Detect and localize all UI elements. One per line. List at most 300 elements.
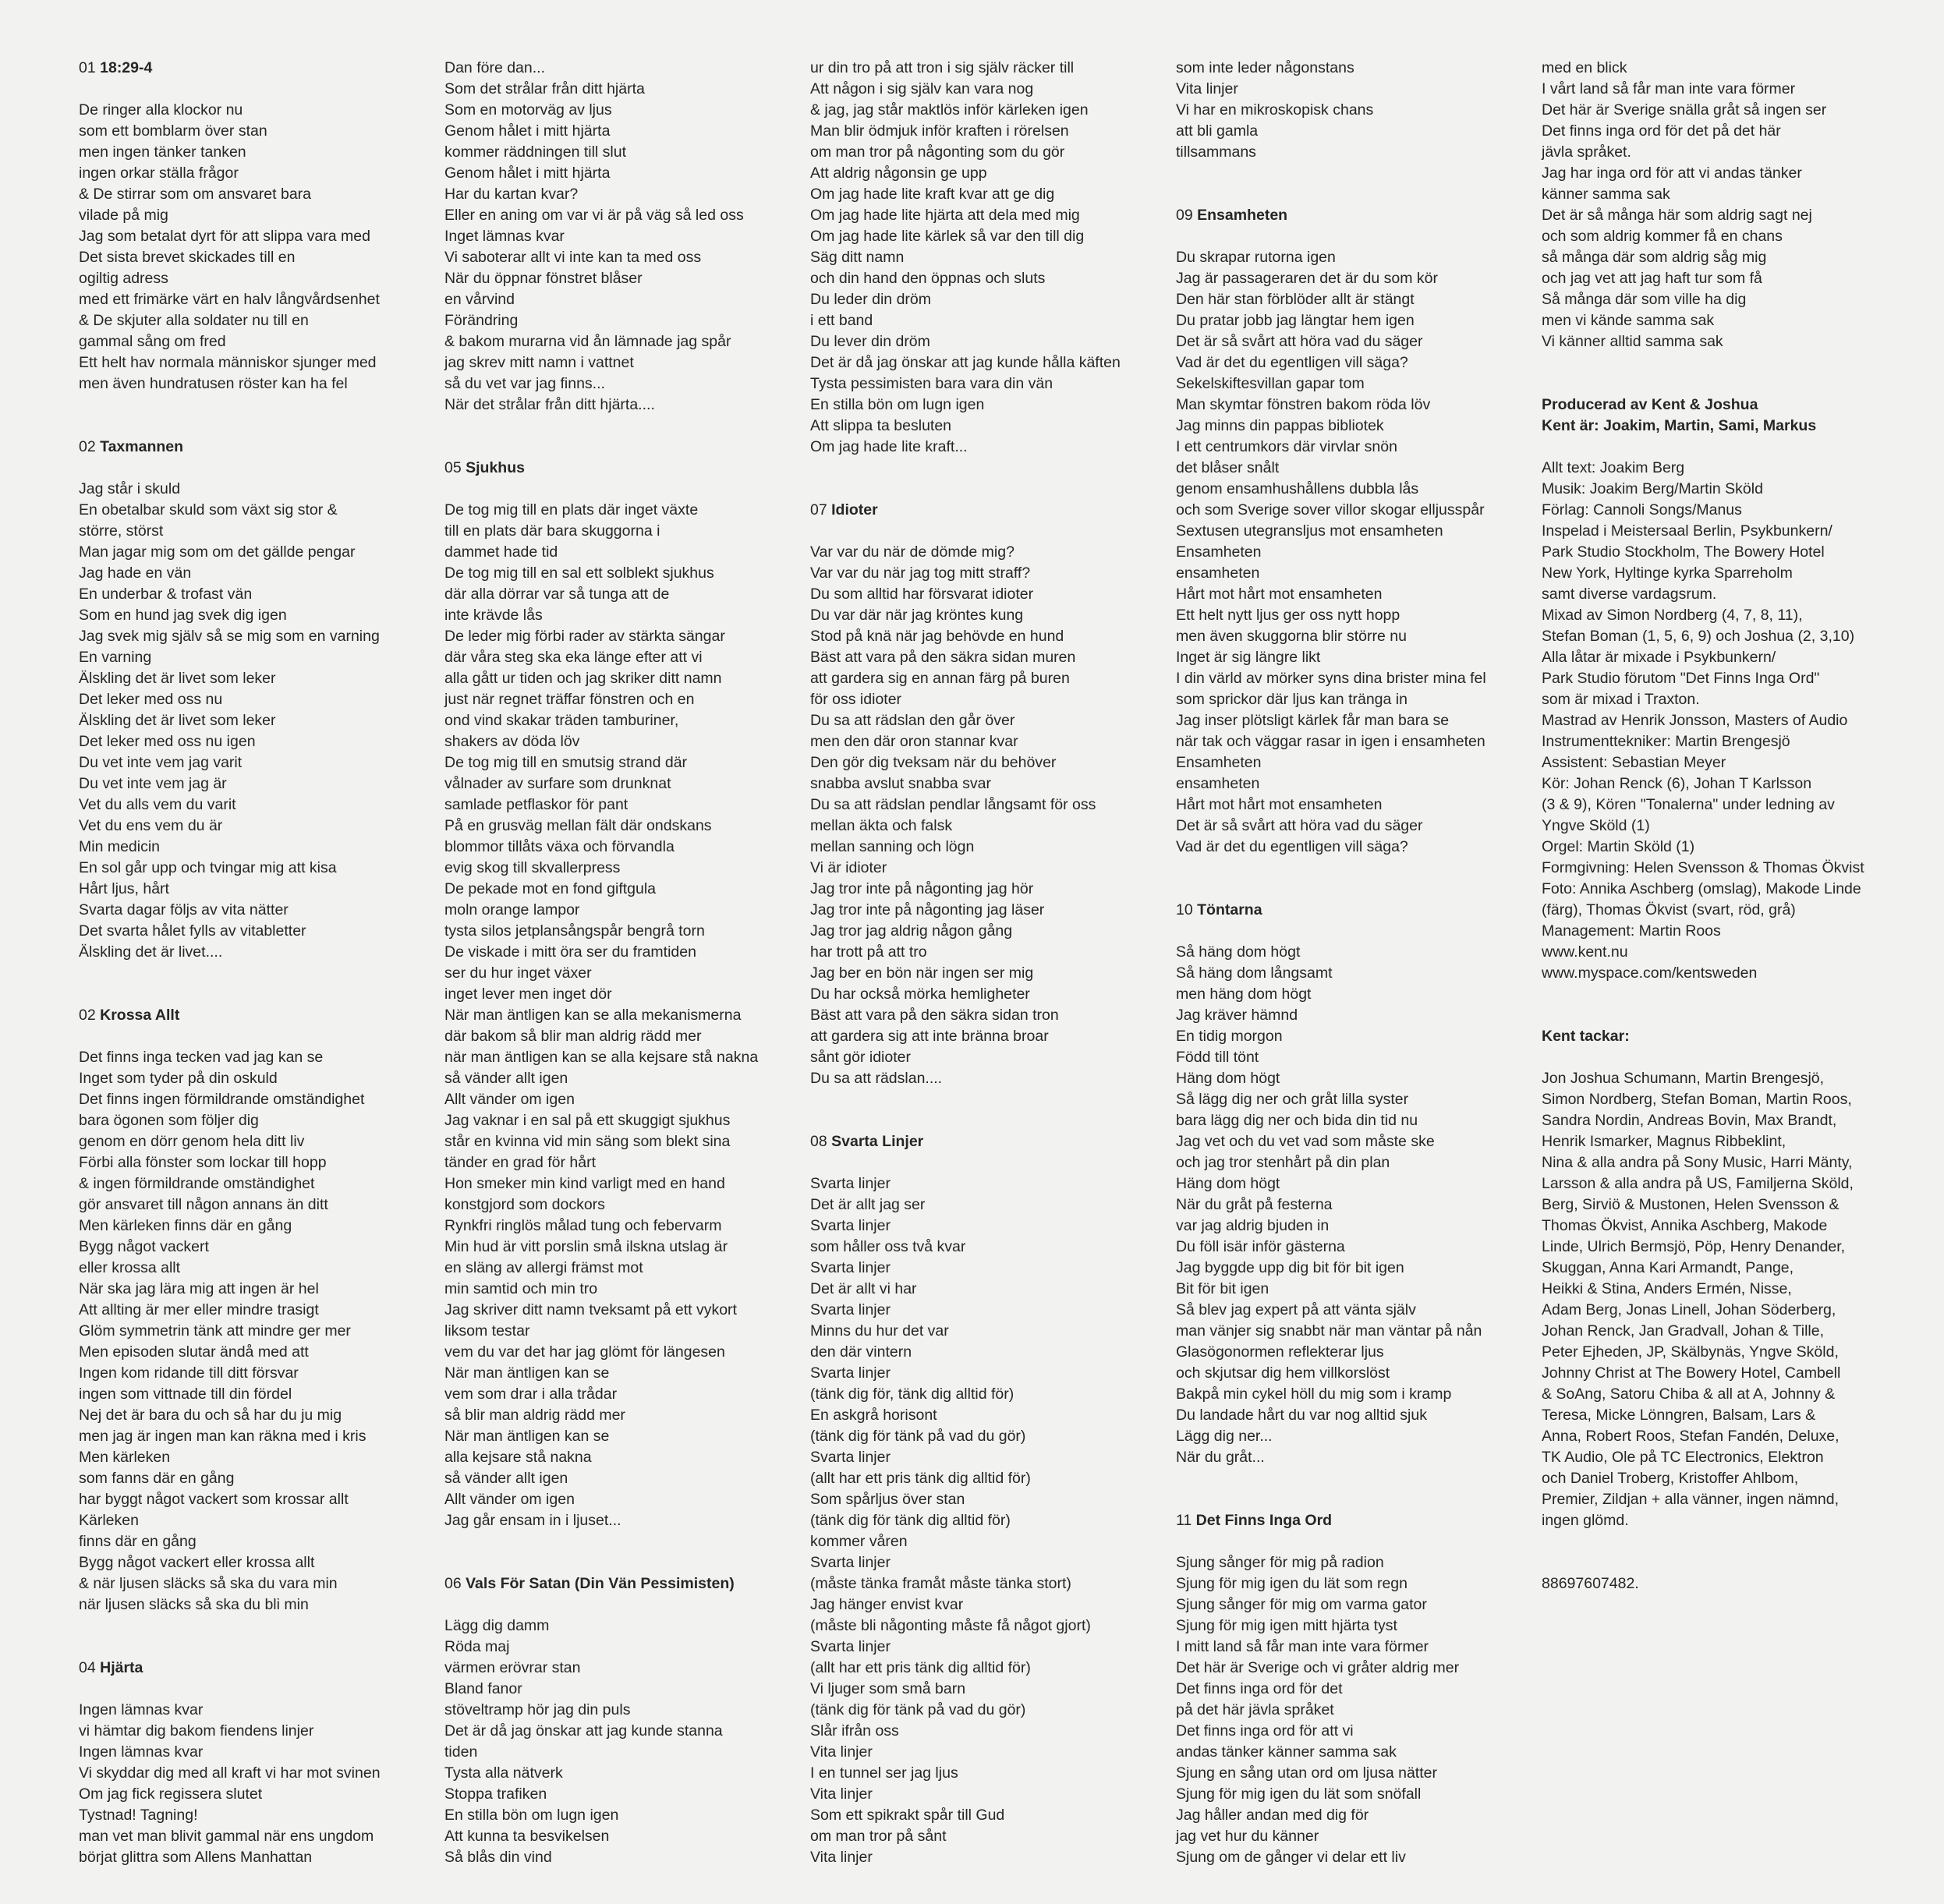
lyric-line: Jag vaknar i en sal på ett skuggigt sjukhus [444, 1112, 731, 1129]
lyric-line: som fanns där en gång [79, 1470, 235, 1487]
lyric-line: En underbar & trofast vän [79, 586, 253, 603]
lyric-line: Svarta linjer [810, 1449, 891, 1466]
lyric-line: där alla dörrar var så tunga att de [444, 586, 670, 603]
spacer [444, 479, 788, 500]
lyric-line: men häng dom högt [1176, 986, 1312, 1003]
lyric-line: eller krossa allt [79, 1259, 181, 1276]
lyric-line: Det finns inga ord för det [1176, 1680, 1343, 1697]
lyric-line: den där vintern [810, 1343, 912, 1361]
lyric-line: Det finns ingen förmildrande omständighet [79, 1091, 365, 1108]
lyric-line: Jag står i skuld [79, 480, 181, 497]
lyric-line: & ingen förmildrande omständighet [79, 1175, 315, 1192]
lyric-line: Det finns inga tecken vad jag kan se [79, 1049, 324, 1066]
lyric-line: Men episoden slutar ändå med att [79, 1343, 309, 1361]
lyric-line: Sjung sånger för mig på radion [1176, 1554, 1384, 1571]
lyric-line: Sjung för mig igen du lät som snöfall [1176, 1785, 1422, 1803]
song-title [810, 1131, 1153, 1152]
lyric-line: Jag svek mig själv så se mig som en varning [79, 628, 380, 645]
song-number: 05 [444, 459, 462, 476]
lyric-line: om man tror på någonting som du gör [810, 143, 1065, 161]
lyric-line: mellan äkta och falsk [810, 817, 953, 834]
lyric-line: så du vet var jag finns... [444, 375, 605, 392]
lyric-line: har byggt något vackert som krossar allt [79, 1491, 349, 1508]
song-name: 18:29-4 [100, 59, 153, 76]
lyric-line: jag vet hur du känner [1176, 1828, 1319, 1845]
lyric-line: Förändring [444, 312, 519, 329]
song-title [810, 500, 1153, 521]
lyric-line: just när regnet träffar fönstren och en [444, 691, 695, 708]
song-title [1176, 205, 1519, 226]
lyric-line: Det sista brevet skickades till en [79, 249, 296, 266]
lyric-line: Jag skriver ditt namn tveksamt på ett vykort [444, 1301, 737, 1318]
lyric-line: Svarta linjer [810, 1638, 891, 1655]
lyric-line: men jag är ingen man kan räkna med i kris [79, 1428, 366, 1445]
thanks-line: Jon Joshua Schumann, Martin Brengesjö, [1542, 1070, 1825, 1087]
spacer [444, 1594, 788, 1616]
song-number: 09 [1176, 207, 1193, 224]
thanks-line: Berg, Sirviö & Mustonen, Helen Svensson & [1542, 1196, 1840, 1213]
lyric-line: snabba avslut snabba svar [810, 775, 991, 792]
lyric-line: att bli gamla [1176, 122, 1259, 140]
spacer [1542, 984, 1885, 1026]
lyric-line: Älskling det är livet.... [79, 943, 223, 961]
lyric-line: & De skjuter alla soldater nu till en [79, 312, 309, 329]
credit-line: Formgivning: Helen Svensson & Thomas Ökvist [1542, 859, 1864, 876]
lyric-line: tiden [444, 1743, 478, 1761]
lyric-line: Bakpå min cykel höll du mig som i kramp [1176, 1386, 1452, 1403]
spacer [444, 416, 788, 458]
lyric-line: ogiltig adress [79, 270, 168, 287]
thanks-line: Skuggan, Anna Kari Armandt, Pange, [1542, 1259, 1794, 1276]
lyric-line: Så häng dom långsamt [1176, 964, 1333, 982]
lyric-line: De tog mig till en sal ett solblekt sjukhus [444, 564, 714, 582]
credit-line: Foto: Annika Aschberg (omslag), Makode Linde [1542, 880, 1861, 897]
lyric-line: (måste tänka framåt måste tänka stort) [810, 1575, 1071, 1592]
lyric-line: Genom hålet i mitt hjärta [444, 122, 611, 140]
lyric-line: Du sa att rädslan pendlar långsamt för oss [810, 796, 1096, 813]
lyric-line: En obetalbar skuld som växt sig stor & [79, 501, 338, 518]
lyric-line: Sjung om de gånger vi delar ett liv [1176, 1849, 1406, 1866]
lyric-line: Röda maj [444, 1638, 510, 1655]
lyric-line: Du landade hårt du var nog alltid sjuk [1176, 1407, 1427, 1424]
lyric-line: I mitt land så får man inte vara förmer [1176, 1638, 1429, 1655]
lyric-line: Älskling det är livet som leker [79, 712, 276, 729]
lyric-line: Ensamheten [1176, 754, 1262, 771]
lyric-line: Det är då jag önskar att jag kunde stanna [444, 1722, 723, 1739]
song-name: Töntarna [1197, 901, 1262, 918]
lyric-line: De pekade mot en fond giftgula [444, 880, 657, 897]
lyric-line: Du leder din dröm [810, 291, 931, 308]
lyric-line: men ingen tänker tanken [79, 143, 246, 161]
lyric-line: Man blir ödmjuk inför kraften i rörelsen [810, 122, 1069, 140]
column-3 [810, 58, 1153, 1868]
lyric-line: Att kunna ta besvikelsen [444, 1828, 610, 1845]
song-number: 10 [1176, 901, 1193, 918]
lyric-line: vålnader av surfare som drunknat [444, 775, 671, 792]
lyric-line: Ensamheten [1176, 543, 1262, 561]
lyric-line: man vänjer sig snabbt när man väntar på nån [1176, 1322, 1482, 1340]
lyric-line: min samtid och min tro [444, 1280, 598, 1297]
lyric-line: (måste bli någonting måste få något gjort) [810, 1617, 1091, 1634]
lyric-line: Man skymtar fönstren bakom röda löv [1176, 396, 1431, 413]
lyric-line: Hon smeker min kind varligt med en hand [444, 1175, 725, 1192]
lyric-line: evig skog till skvallerpress [444, 859, 621, 876]
credit-line: www.myspace.com/kentsweden [1542, 964, 1758, 982]
song-title [79, 58, 422, 79]
lyric-line: Det finns inga ord för att vi [1176, 1722, 1354, 1739]
lyric-line: jag skrev mitt namn i vattnet [444, 354, 634, 371]
lyric-line: Så blås din vind [444, 1849, 552, 1866]
lyric-line: Du pratar jobb jag längtar hem igen [1176, 312, 1415, 329]
credit-line: (3 & 9), Kören "Tonalerna" under ledning av [1542, 796, 1835, 813]
lyric-line: Vi har en mikroskopisk chans [1176, 101, 1374, 119]
spacer [79, 1026, 422, 1047]
lyric-line: Stod på knä när jag behövde en hund [810, 628, 1064, 645]
thanks-line: Johnny Christ at The Bowery Hotel, Cambell [1542, 1364, 1841, 1382]
lyric-line: Eller en aning om var vi är på väg så led oss [444, 207, 744, 224]
lyric-line: står en kvinna vid min säng som blekt sina [444, 1133, 731, 1150]
song-number: 04 [79, 1659, 96, 1676]
lyric-line: Jag håller andan med dig för [1176, 1807, 1369, 1824]
lyric-line: ond vind skakar träden tamburiner, [444, 712, 679, 729]
lyric-line: Sekelskiftesvillan gapar tom [1176, 375, 1365, 392]
lyric-line: Vita linjer [1176, 80, 1238, 97]
lyric-line: Det är så många här som aldrig sagt nej [1542, 207, 1812, 224]
lyric-line: Du sa att rädslan.... [810, 1070, 943, 1087]
spacer [79, 963, 422, 1005]
lyric-line: Det finns inga ord för det på det här [1542, 122, 1781, 140]
lyric-line: Som en motorväg av ljus [444, 101, 612, 119]
lyric-line: Som spårljus över stan [810, 1491, 965, 1508]
lyric-line: har trott på att tro [810, 943, 927, 961]
lyric-line: Jag går ensam in i ljuset... [444, 1512, 621, 1529]
thanks-line: Adam Berg, Jonas Linell, Johan Söderberg, [1542, 1301, 1836, 1318]
lyric-line: Du lever din dröm [810, 333, 930, 350]
credit-line: Assistent: Sebastian Meyer [1542, 754, 1726, 771]
song-name: Idioter [831, 501, 878, 518]
credit-line: Mixad av Simon Nordberg (4, 7, 8, 11), [1542, 607, 1803, 624]
spacer [1176, 1531, 1519, 1552]
song-name: Krossa Allt [100, 1007, 180, 1024]
song-number: 02 [79, 438, 96, 455]
lyric-line: Du vet inte vem jag varit [79, 754, 243, 771]
lyric-line: Jag inser plötsligt kärlek får man bara se [1176, 712, 1450, 729]
lyric-line: Det leker med oss nu igen [79, 733, 256, 750]
lyric-line: Svarta dagar följs av vita nätter [79, 901, 289, 918]
thanks-line: Johan Renck, Jan Gradvall, Johan & Tille, [1542, 1322, 1825, 1340]
lyric-line: På en grusväg mellan fält där ondskans [444, 817, 712, 834]
lyric-line: Jag är passageraren det är du som kör [1176, 270, 1439, 287]
credit-heading: Producerad av Kent & Joshua [1542, 396, 1758, 413]
lyric-line: Svarta linjer [810, 1175, 891, 1192]
lyric-line: Bland fanor [444, 1680, 522, 1697]
lyric-line: och skjutsar dig hem villkorslöst [1176, 1364, 1390, 1382]
credit-line: New York, Hyltinge kyrka Sparreholm [1542, 564, 1793, 582]
thanks-line: Teresa, Micke Lönngren, Balsam, Lars & [1542, 1407, 1816, 1424]
lyric-line: Jag tror inte på någonting jag hör [810, 880, 1034, 897]
lyric-line: Säg ditt namn [810, 249, 905, 266]
lyric-line: men även hundratusen röster kan ha fel [79, 375, 348, 392]
lyric-line: att gardera sig att inte bränna broar [810, 1028, 1049, 1045]
spacer [79, 395, 422, 437]
lyric-line: Det leker med oss nu [79, 691, 223, 708]
lyric-line: Jag tror inte på någonting jag läser [810, 901, 1045, 918]
lyric-line: känner samma sak [1542, 186, 1670, 203]
song-title [79, 1005, 422, 1026]
lyric-line: (allt har ett pris tänk dig alltid för) [810, 1470, 1031, 1487]
lyric-line: stöveltramp hör jag din puls [444, 1701, 631, 1718]
catalog-number: 88697607482. [1542, 1575, 1639, 1592]
lyric-line: Vi ljuger som små barn [810, 1680, 966, 1697]
lyric-line: Om jag fick regissera slutet [79, 1785, 263, 1803]
lyric-line: Inget som tyder på din oskuld [79, 1070, 278, 1087]
spacer [444, 1531, 788, 1573]
lyric-line: Om jag hade lite kraft kvar att ge dig [810, 186, 1055, 203]
lyric-line: Vad är det du egentligen vill säga? [1176, 838, 1408, 855]
lyric-line: I ett centrumkors där virvlar snön [1176, 438, 1397, 455]
lyric-line: Lägg dig ner... [1176, 1428, 1273, 1445]
lyric-line: Så häng dom högt [1176, 943, 1301, 961]
song-name: Svarta Linjer [831, 1133, 924, 1150]
lyric-line: Det här är Sverige snälla gråt så ingen ser [1542, 101, 1827, 119]
spacer [1176, 226, 1519, 247]
lyric-line: Förbi alla fönster som lockar till hopp [79, 1154, 327, 1171]
lyric-line: tänder en grad för hårt [444, 1154, 597, 1171]
lyric-line: En varning [79, 649, 152, 666]
lyric-line: Jag vet och du vet vad som måste ske [1176, 1133, 1435, 1150]
lyric-line: Som det strålar från ditt hjärta [444, 80, 645, 97]
lyric-line: en vårvind [444, 291, 515, 308]
lyric-line: Inget lämnas kvar [444, 228, 565, 245]
lyric-line: Bäst att vara på den säkra sidan tron [810, 1007, 1059, 1024]
spacer [810, 458, 1153, 500]
spacer [79, 458, 422, 479]
lyric-line: Att aldrig någonsin ge upp [810, 165, 987, 182]
lyric-line: konstgjord som dockors [444, 1196, 605, 1213]
lyric-line: Tystnad! Tagning! [79, 1807, 198, 1824]
lyric-line: vem du var det har jag glömt för längesen [444, 1343, 725, 1361]
lyric-line: Svarta linjer [810, 1301, 891, 1318]
lyric-line: Det är då jag önskar att jag kunde hålla käften [810, 354, 1121, 371]
lyric-line: Vi skyddar dig med all kraft vi har mot svinen [79, 1764, 381, 1782]
thanks-line: Peter Ejheden, JP, Skälbynäs, Yngve Sköld, [1542, 1343, 1839, 1361]
column-5 [1542, 58, 1885, 1594]
lyric-line: Dan före dan... [444, 59, 545, 76]
lyric-line: bara ögonen som följer dig [79, 1112, 259, 1129]
lyric-line: De ringer alla klockor nu [79, 101, 243, 119]
lyric-line: tillsammans [1176, 143, 1256, 161]
spacer [1176, 163, 1519, 205]
credit-heading: Kent är: Joakim, Martin, Sami, Markus [1542, 417, 1817, 434]
lyric-line: Kärleken [79, 1512, 139, 1529]
lyric-line: Bygg något vackert [79, 1238, 209, 1255]
lyric-line: Vet du ens vem du är [79, 817, 223, 834]
lyric-line: om man tror på sånt [810, 1828, 947, 1845]
lyric-line: Slår ifrån oss [810, 1722, 899, 1739]
lyric-line: Var var du när de dömde mig? [810, 543, 1014, 561]
lyric-line: Allt vänder om igen [444, 1091, 575, 1108]
thanks-line: & SoAng, Satoru Chiba & all at A, Johnny & [1542, 1386, 1836, 1403]
lyric-line: inte krävde lås [444, 607, 543, 624]
lyric-line: Men kärleken finns där en gång [79, 1217, 292, 1234]
lyric-line: & jag, jag står maktlös inför kärleken igen [810, 101, 1089, 119]
thanks-line: Henrik Ismarker, Magnus Ribbeklint, [1542, 1133, 1786, 1150]
lyric-line: Om jag hade lite kraft... [810, 438, 968, 455]
lyric-line: (tänk dig för tänk dig alltid för) [810, 1512, 1011, 1529]
lyric-line: som ett bomblarm över stan [79, 122, 267, 140]
lyric-line: Svarta linjer [810, 1217, 891, 1234]
lyric-line: ensamheten [1176, 775, 1260, 792]
song-number: 07 [810, 501, 827, 518]
song-name: Hjärta [100, 1659, 143, 1676]
lyric-line: (tänk dig för tänk på vad du gör) [810, 1701, 1026, 1718]
lyric-line: mellan sanning och lögn [810, 838, 975, 855]
lyric-line: & bakom murarna vid ån lämnade jag spår [444, 333, 731, 350]
lyric-line: Det här är Sverige och vi gråter aldrig mer [1176, 1659, 1460, 1676]
spacer [810, 1089, 1153, 1131]
lyric-line: shakers av döda löv [444, 733, 580, 750]
lyric-line: men den där oron stannar kvar [810, 733, 1018, 750]
lyric-line: De viskade i mitt öra ser du framtiden [444, 943, 696, 961]
lyric-line: Minns du hur det var [810, 1322, 949, 1340]
song-name: Sjukhus [466, 459, 525, 476]
lyric-line: på det här jävla språket [1176, 1701, 1334, 1718]
lyric-line: Det är så svårt att höra vad du säger [1176, 333, 1423, 350]
lyric-line: Så många där som ville ha dig [1542, 291, 1747, 308]
lyric-line: Ingen lämnas kvar [79, 1701, 204, 1718]
lyric-line: moln orange lampor [444, 901, 580, 918]
song-name: Ensamheten [1197, 207, 1288, 224]
lyric-line: När man äntligen kan se [444, 1428, 610, 1445]
lyric-line: När man äntligen kan se [444, 1364, 610, 1382]
lyric-line: liksom testar [444, 1322, 530, 1340]
lyric-line: att gardera sig en annan färg på buren [810, 670, 1070, 687]
thanks-line: Simon Nordberg, Stefan Boman, Martin Roos, [1542, 1091, 1852, 1108]
lyric-line: jävla språket. [1542, 143, 1631, 161]
credit-line: (färg), Thomas Ökvist (svart, röd, grå) [1542, 901, 1796, 918]
lyric-line: dammet hade tid [444, 543, 558, 561]
credit-line: www.kent.nu [1542, 943, 1628, 961]
spacer [810, 521, 1153, 542]
lyric-line: Genom hålet i mitt hjärta [444, 165, 611, 182]
lyric-line: för oss idioter [810, 691, 902, 708]
lyric-line: När det strålar från ditt hjärta.... [444, 396, 655, 413]
lyric-line: Jag minns din pappas bibliotek [1176, 417, 1384, 434]
lyric-line: Lägg dig damm [444, 1617, 550, 1634]
lyric-line: alla gått ur tiden och jag skriker ditt namn [444, 670, 722, 687]
lyric-line: gör ansvaret till någon annans än ditt [79, 1196, 328, 1213]
lyric-line: vilade på mig [79, 207, 168, 224]
lyric-line: Du som alltid har försvarat idioter [810, 586, 1034, 603]
lyric-line: när ljusen släcks så ska du bli min [79, 1596, 309, 1613]
lyric-line: När du gråt på festerna [1176, 1196, 1333, 1213]
lyric-line: I en tunnel ser jag ljus [810, 1764, 958, 1782]
credit-line: Management: Martin Roos [1542, 922, 1721, 940]
thanks-line: ingen glömd. [1542, 1512, 1629, 1529]
lyric-line: Att allting är mer eller mindre trasigt [79, 1301, 319, 1318]
song-title [79, 437, 422, 458]
column-1 [79, 58, 422, 1868]
lyric-line: Ett helt nytt ljus ger oss nytt hopp [1176, 607, 1400, 624]
song-number: 08 [810, 1133, 827, 1150]
lyric-line: finns där en gång [79, 1533, 197, 1550]
lyric-line: Det svarta hålet fylls av vitabletter [79, 922, 306, 940]
lyric-line: Att slippa ta besluten [810, 417, 952, 434]
lyric-line: börjat glittra som Allens Manhattan [79, 1849, 313, 1866]
lyric-line: Glasögonormen reflekterar ljus [1176, 1343, 1384, 1361]
thanks-line: Anna, Robert Roos, Stefan Fandén, Deluxe, [1542, 1428, 1840, 1445]
lyric-line: Vita linjer [810, 1785, 873, 1803]
lyric-line: större, störst [79, 522, 164, 540]
lyric-line: En askgrå horisont [810, 1407, 937, 1424]
spacer [1542, 437, 1885, 458]
lyric-line: Häng dom högt [1176, 1175, 1280, 1192]
lyric-line: till en plats där bara skuggorna i [444, 522, 660, 540]
lyric-line: alla kejsare stå nakna [444, 1449, 592, 1466]
lyric-line: kommer räddningen till slut [444, 143, 627, 161]
lyric-line: och jag tror stenhårt på din plan [1176, 1154, 1390, 1171]
song-number: 06 [444, 1575, 462, 1592]
lyric-line: genom en dörr genom hela ditt liv [79, 1133, 305, 1150]
lyric-line: (tänk dig för, tänk dig alltid för) [810, 1386, 1014, 1403]
lyric-line: när man äntligen kan se alla kejsare stå nakna [444, 1049, 759, 1066]
lyric-line: ur din tro på att tron i sig själv räcker till [810, 59, 1075, 76]
lyric-line: Den gör dig tveksam när du behöver [810, 754, 1057, 771]
column-4 [1176, 58, 1519, 1868]
lyric-line: En stilla bön om lugn igen [810, 396, 985, 413]
lyric-line: Bit för bit igen [1176, 1280, 1269, 1297]
lyric-line: En tidig morgon [1176, 1028, 1283, 1045]
credit-line: Park Studio Stockholm, The Bowery Hotel [1542, 543, 1825, 561]
lyric-line: Sextusen utegransljus mot ensamheten [1176, 522, 1443, 540]
lyric-line: Jag hade en vän [79, 564, 192, 582]
lyric-line: Du vet inte vem jag är [79, 775, 227, 792]
lyric-line: ingen orkar ställa frågor [79, 165, 239, 182]
credit-line: Musik: Joakim Berg/Martin Sköld [1542, 480, 1763, 497]
lyric-line: Så lägg dig ner och gråt lilla syster [1176, 1091, 1409, 1108]
lyric-line: när tak och väggar rasar in igen i ensamheten [1176, 733, 1485, 750]
credit-line: Park Studio förutom "Det Finns Inga Ord" [1542, 670, 1820, 687]
lyric-line: Du skrapar rutorna igen [1176, 249, 1336, 266]
spacer [79, 79, 422, 100]
lyric-line: Ett helt hav normala människor sjunger med [79, 354, 377, 371]
lyric-line: Stoppa trafiken [444, 1785, 547, 1803]
lyric-line: Att någon i sig själv kan vara nog [810, 80, 1034, 97]
lyric-line: Häng dom högt [1176, 1070, 1280, 1087]
lyric-line: Det är så svårt att höra vad du säger [1176, 817, 1423, 834]
lyric-line: kommer våren [810, 1533, 908, 1550]
lyric-line: Bygg något vackert eller krossa allt [79, 1554, 315, 1571]
lyric-line: Bäst att vara på den säkra sidan muren [810, 649, 1076, 666]
lyric-line: Jag hänger envist kvar [810, 1596, 964, 1613]
lyric-line: i ett band [810, 312, 873, 329]
lyric-line: (allt har ett pris tänk dig alltid för) [810, 1659, 1031, 1676]
lyric-line: I vårt land så får man inte vara förmer [1542, 80, 1796, 97]
lyric-line: och som aldrig kommer få en chans [1542, 228, 1783, 245]
lyric-line: När ska jag lära mig att ingen är hel [79, 1280, 319, 1297]
spacer [1542, 1047, 1885, 1068]
lyric-line: & när ljusen släcks så ska du vara min [79, 1575, 338, 1592]
lyric-line: Sjung en sång utan ord om ljusa nätter [1176, 1764, 1437, 1782]
thanks-line: Linde, Ulrich Bermsjö, Pöp, Henry Denander, [1542, 1238, 1846, 1255]
lyric-line: Den här stan förblöder allt är stängt [1176, 291, 1415, 308]
lyric-line: & De stirrar som om ansvaret bara [79, 186, 312, 203]
lyric-line: Du har också mörka hemligheter [810, 986, 1030, 1003]
lyric-line: genom ensamhushållens dubbla lås [1176, 480, 1419, 497]
lyric-line: Det är allt vi har [810, 1280, 917, 1297]
lyric-line: Om jag hade lite kärlek så var den till dig [810, 228, 1085, 245]
song-number: 01 [79, 59, 96, 76]
